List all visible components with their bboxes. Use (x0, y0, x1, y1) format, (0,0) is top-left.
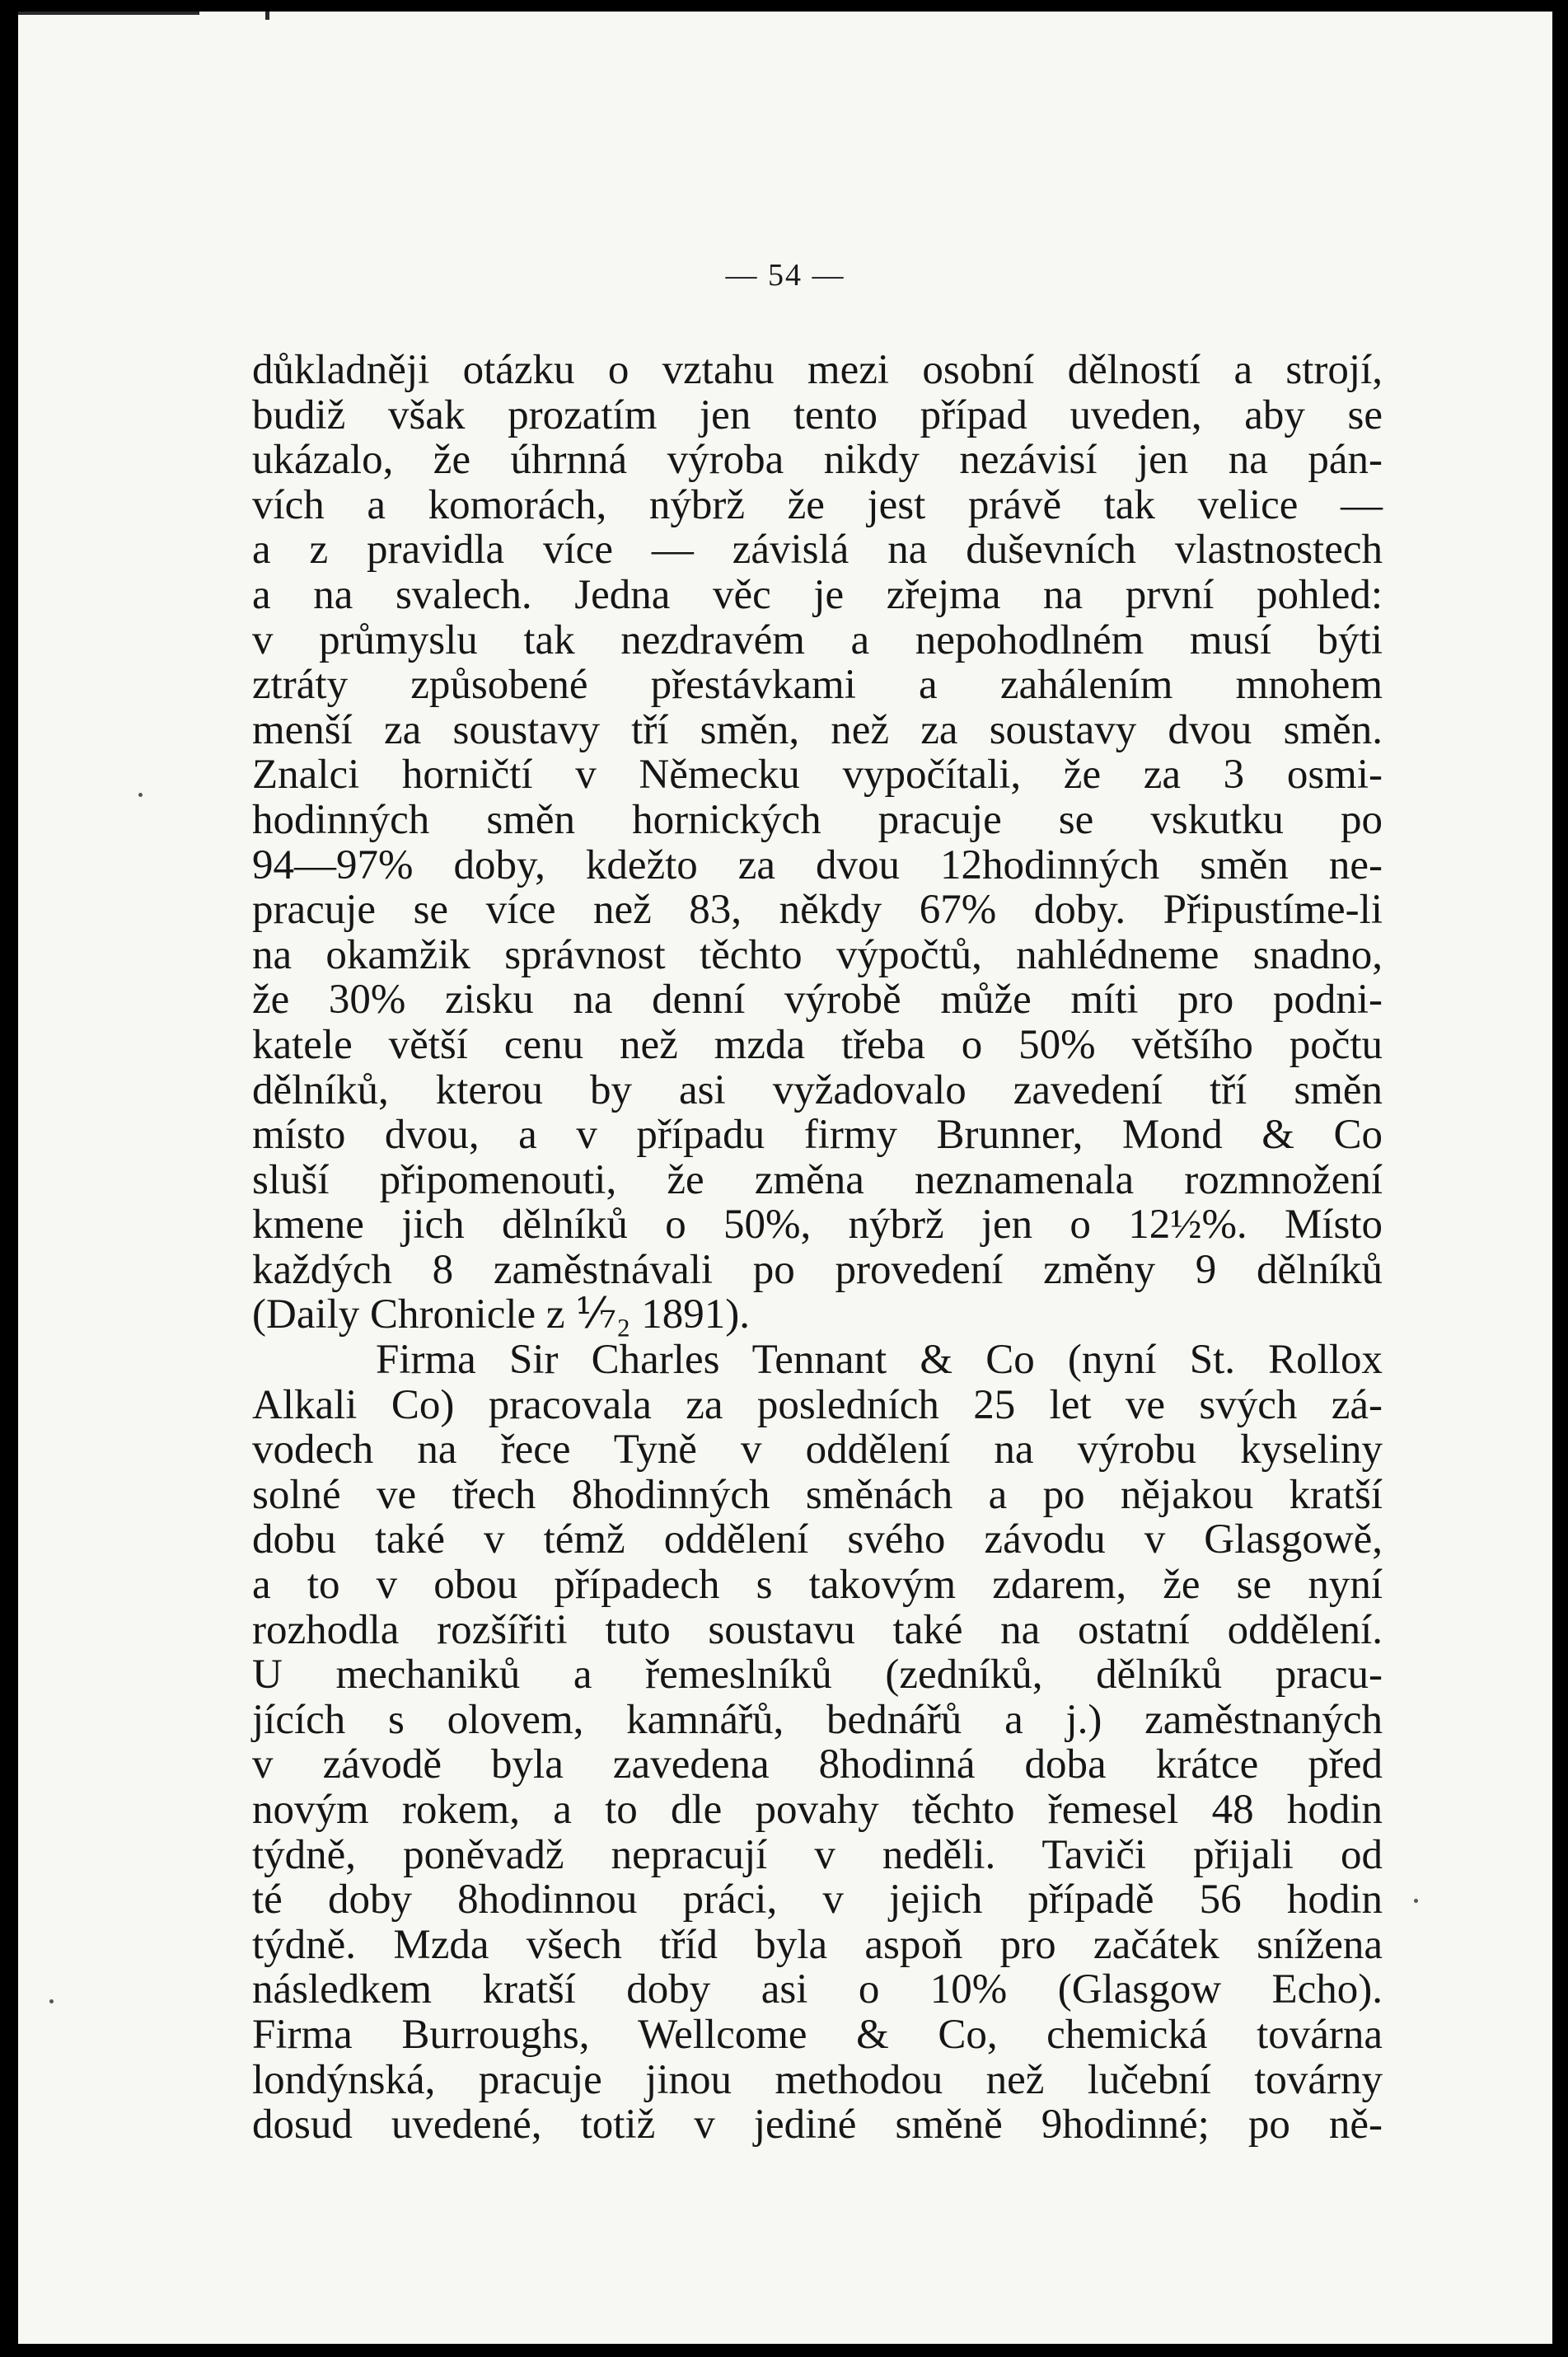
text-line: a na svalech. Jedna věc je zřejma na první pohled: (252, 571, 1383, 618)
text-line: katele větší cenu než mzda třeba o 50% většího počtu (252, 1021, 1383, 1068)
text-line: týdně. Mzda všech tříd byla aspoň pro začátek snížena (252, 1921, 1383, 1968)
text-line: dobu také v témž oddělení svého závodu v Glasgowě, (252, 1516, 1383, 1563)
text-line: té doby 8hodinnou práci, v jejich případě 56 hodin (252, 1877, 1383, 1924)
text-line: ztráty způsobené přestávkami a zahálením mnohem (252, 662, 1383, 709)
text-line: novým rokem, a to dle povahy těchto řemesel 48 hodin (252, 1787, 1383, 1833)
text-line: dosud uvedené, totiž v jediné směně 9hodinné; po ně- (252, 2102, 1383, 2148)
text-line: a to v obou případech s takovým zdarem, že se nyní (252, 1562, 1383, 1609)
text-line: místo dvou, a v případu firmy Brunner, Mond & Co (252, 1112, 1383, 1159)
text-line: každých 8 zaměstnávali po provedení změny 9 dělníků (252, 1246, 1383, 1293)
text-line: důkladněji otázku o vztahu mezi osobní dělností a strojí, (252, 347, 1383, 393)
text-line: U mechaniků a řemeslníků (zedníků, dělníků pracu- (252, 1652, 1383, 1699)
text-line: následkem kratší doby asi o 10% (Glasgow Echo). (252, 1966, 1383, 2013)
text-line: a z pravidla více — závislá na duševních vlastnostech (252, 527, 1383, 574)
text-line: pracuje se více než 83, někdy 67% doby. Připustíme-li (252, 887, 1383, 934)
scan-speck (138, 793, 143, 797)
text-line: Alkali Co) pracovala za posledních 25 let ve svých zá- (252, 1381, 1383, 1428)
text-line: Znalci horničtí v Německu vypočítali, že za 3 osmi- (252, 752, 1383, 799)
text-line: vích a komorách, nýbrž že jest právě tak velice — (252, 481, 1383, 528)
text-line: ukázalo, že úhrnná výroba nikdy nezávisí jen na pán- (252, 437, 1383, 484)
text-line: menší za soustavy tří směn, než za soustavy dvou směn. (252, 706, 1383, 753)
body-text (252, 348, 1383, 2148)
text-line: solné ve třech 8hodinných směnách a po nějakou kratší (252, 1471, 1383, 1518)
scan-speck (1414, 1899, 1418, 1903)
page-number: — 54 — (725, 258, 845, 293)
text-line: jících s olovem, kamnářů, bednářů a j.) zaměstnaných (252, 1696, 1383, 1743)
book-page (18, 12, 1552, 2344)
paragraph-end-line: (Daily Chronicle z ⅐₂ 1891). (252, 1291, 750, 1338)
scan-speck (49, 1999, 54, 2003)
text-line: Firma Burroughs, Wellcome & Co, chemická továrna (252, 2011, 1383, 2058)
text-line: hodinných směn hornických pracuje se vskutku po (252, 796, 1383, 843)
text-line: kmene jich dělníků o 50%, nýbrž jen o 12½%. Místo (252, 1202, 1383, 1249)
text-line: budiž však prozatím jen tento případ uveden, aby se (252, 391, 1383, 438)
text-line: 94—97% doby, kdežto za dvou 12hodinných směn ne- (252, 841, 1383, 888)
text-line: na okamžik správnost těchto výpočtů, nahlédneme snadno, (252, 931, 1383, 978)
text-line: v závodě byla zavedena 8hodinná doba krátce před (252, 1741, 1383, 1788)
text-line: londýnská, pracuje jinou methodou než lučební továrny (252, 2056, 1383, 2103)
text-line: týdně, poněvadž nepracují v neděli. Taviči přijali od (252, 1831, 1383, 1878)
text-line: rozhodla rozšířiti tuto soustavu také na ostatní oddělení. (252, 1606, 1383, 1653)
scan-edge-mark (18, 12, 199, 15)
text-line: dělníků, kterou by asi vyžadovalo zavedení tří směn (252, 1066, 1383, 1113)
text-line: vodech na řece Tyně v oddělení na výrobu kyseliny (252, 1427, 1383, 1474)
paragraph-start-line: Firma Sir Charles Tennant & Co (nyní St. Rollox (376, 1337, 1383, 1384)
scan-edge-mark (265, 12, 269, 20)
text-line: v průmyslu tak nezdravém a nepohodlném musí býti (252, 616, 1383, 663)
text-line: sluší připomenouti, že změna neznamenala rozmnožení (252, 1156, 1383, 1203)
text-line: že 30% zisku na denní výrobě může míti pro podni- (252, 977, 1383, 1024)
